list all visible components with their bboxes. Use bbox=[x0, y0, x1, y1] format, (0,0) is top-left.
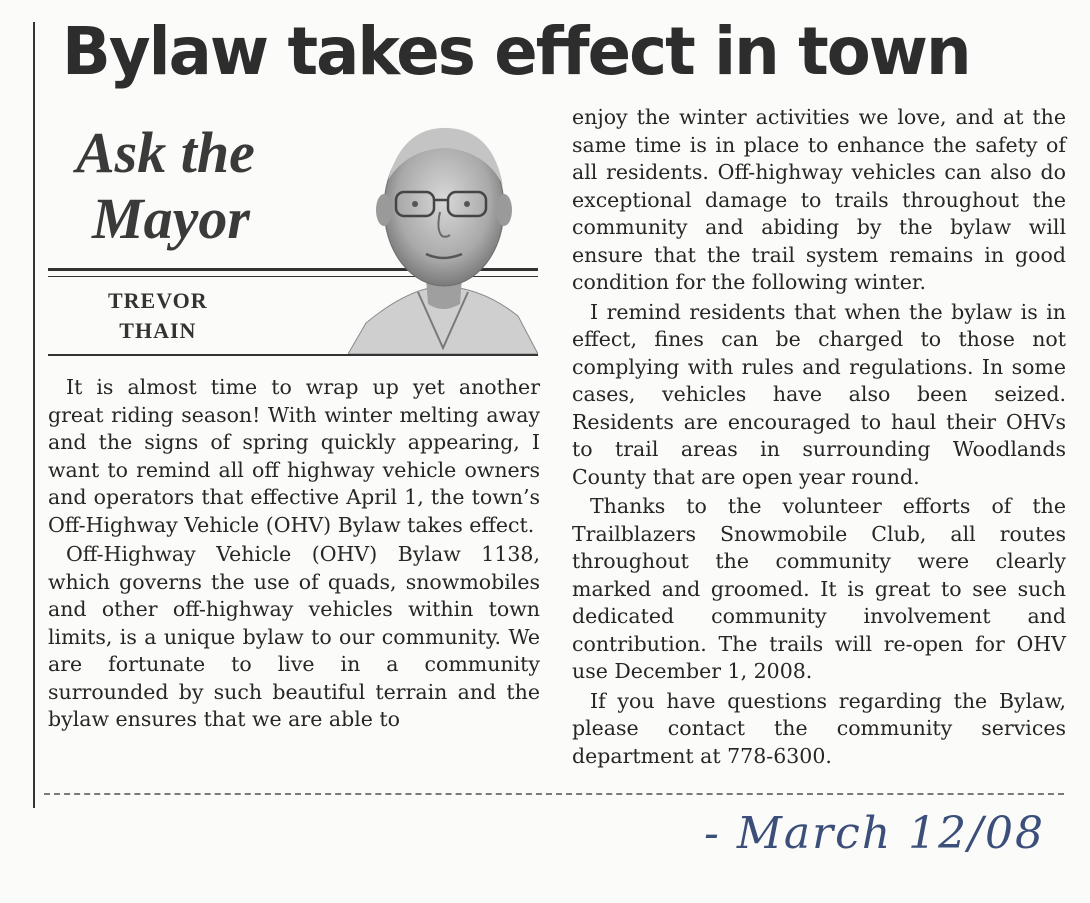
headline: Bylaw takes effect in town bbox=[62, 13, 970, 90]
column-title-line2: Mayor bbox=[92, 186, 250, 251]
left-column-rule bbox=[33, 22, 35, 808]
article-paragraph: Thanks to the volunteer efforts of the Trailblazers Snowmobile Club, all routes throughout the community were clearly marked and groomed. It is great to see such dedicated community involvement and contribution. The trails will re-open for OHV use December 1, 2008. bbox=[572, 494, 1066, 683]
article-paragraph: It is almost time to wrap up yet another great riding season! With winter melting away and the signs of spring quickly appearing, I want to remind all off highway vehicle owners and operators that effective April 1, the town’s Off-Highway Vehicle (OHV) Bylaw takes effect. bbox=[48, 375, 540, 537]
author-first-name: TREVOR bbox=[108, 288, 208, 313]
clipping-cut-line bbox=[44, 793, 1064, 795]
article-column-left bbox=[48, 374, 540, 734]
author-byline bbox=[108, 286, 208, 346]
handwritten-date-note: - March 12/08 bbox=[704, 808, 1045, 859]
ask-the-mayor-masthead bbox=[48, 108, 538, 358]
author-last-name: THAIN bbox=[119, 318, 197, 343]
masthead-bottom-rule bbox=[48, 354, 538, 356]
mayor-portrait-photo bbox=[348, 108, 538, 354]
column-title bbox=[76, 120, 255, 252]
article-column-right bbox=[572, 104, 1066, 770]
article-paragraph: I remind residents that when the bylaw is in effect, fines can be charged to those not complying with rules and regulations. In some cases, vehicles have also been seized. Residents are encouraged to haul their OHVs to trail areas in surrounding Woodlands County that are open year round. bbox=[572, 299, 1066, 489]
column-title-line1: Ask the bbox=[76, 120, 255, 185]
article-paragraph: enjoy the winter activities we love, and at the same time is in place to enhance the safety of all residents. Off-highway vehicles can also do exceptional damage to trails throughout the community and abiding by the bylaw will ensure that the trail system remains in good condition for the following winter. bbox=[572, 105, 1066, 294]
article-paragraph: If you have questions regarding the Bylaw, please contact the community services department at 778-6300. bbox=[572, 688, 1066, 768]
article-paragraph: Off-Highway Vehicle (OHV) Bylaw 1138, which governs the use of quads, snowmobiles and other off-highway vehicles within town limits, is a unique bylaw to our community. We are fortunate to live in a community surrounded by such beautiful terrain and the bylaw ensures that we are able to bbox=[48, 542, 540, 731]
